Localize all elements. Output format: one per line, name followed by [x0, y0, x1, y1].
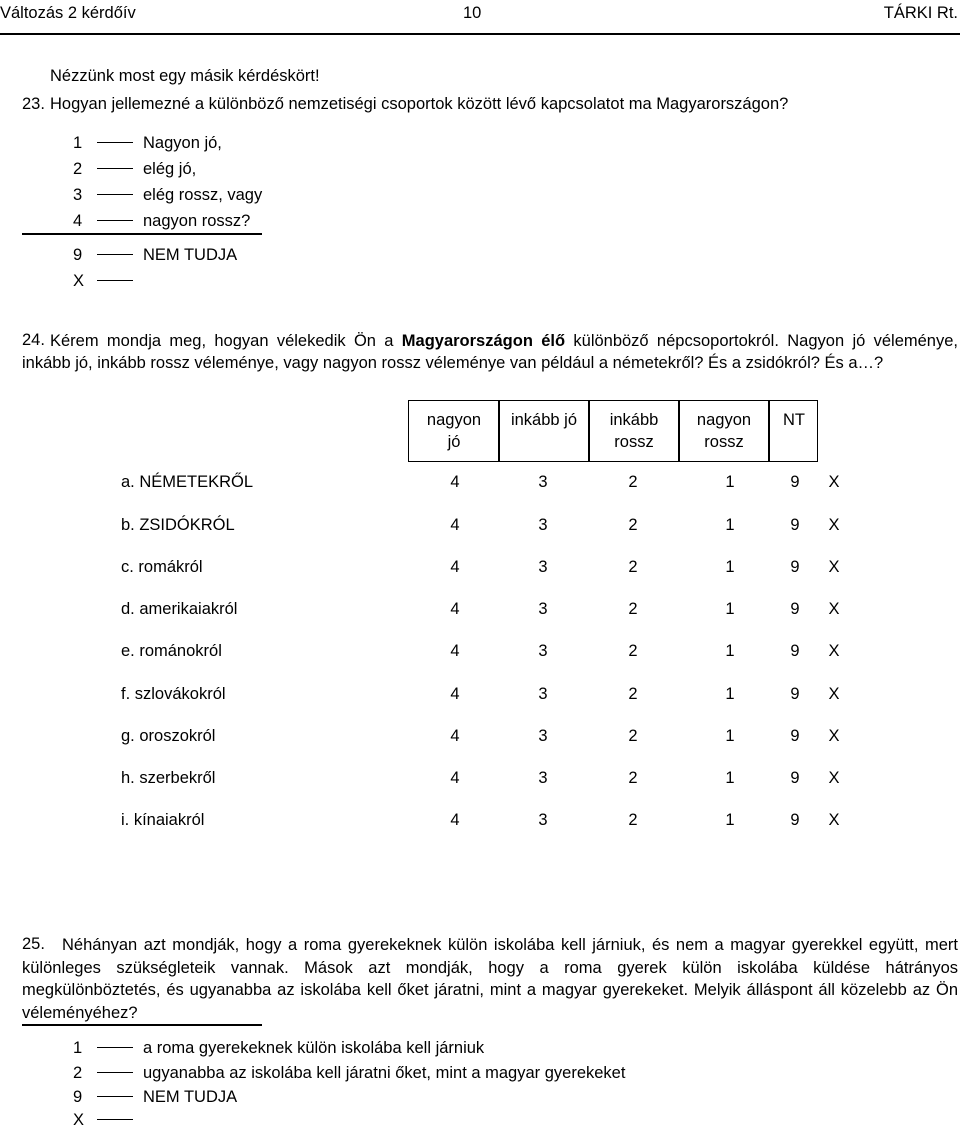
- option-label: ugyanabba az iskolába kell járatni őket, mint a magyar gyerekeket: [143, 1064, 626, 1082]
- cell: 9: [790, 727, 800, 745]
- cell: X: [828, 558, 840, 576]
- option-code: 4: [73, 212, 83, 230]
- header-right: TÁRKI Rt.: [883, 4, 958, 22]
- cell: X: [828, 769, 840, 787]
- q23-number: 23.: [22, 95, 45, 113]
- column-header: [588, 400, 680, 462]
- cell: X: [828, 727, 840, 745]
- option-label: a roma gyerekeknek külön iskolába kell járniuk: [143, 1039, 485, 1057]
- cell: 4: [450, 516, 460, 534]
- cell: 2: [628, 769, 638, 787]
- intro-text: Nézzünk most egy másik kérdéskört!: [50, 67, 320, 85]
- cell: 3: [538, 685, 548, 703]
- row-label: c. romákról: [121, 558, 203, 576]
- header-divider: [0, 33, 960, 35]
- cell: 4: [450, 642, 460, 660]
- column-header-line2: rossz: [704, 433, 744, 451]
- column-header-line2: rossz: [614, 433, 654, 451]
- cell: 2: [628, 811, 638, 829]
- cell: 4: [450, 600, 460, 618]
- column-header-line2: jó: [447, 433, 461, 451]
- option-code: X: [73, 1111, 85, 1129]
- cell: 1: [725, 811, 735, 829]
- cell: 2: [628, 558, 638, 576]
- cell: X: [828, 811, 840, 829]
- column-header: [498, 400, 590, 462]
- cell: 4: [450, 811, 460, 829]
- q24-text-a: Kérem mondja meg, hogyan vélekedik Ön a: [50, 332, 402, 350]
- cell: 1: [725, 558, 735, 576]
- q25-text: Néhányan azt mondják, hogy a roma gyerekeknek külön iskolába kell járniuk, és nem a magyar gyerekkel együtt, mert különleges szükségleteik vannak. Mások azt mondják, hogy a roma gyerek külön iskolába küldése hátrányos megkülönböztetés, és ugyanabba az iskolába kell őket járatni, mint a magyar gyerekeket. Melyik álláspont áll közelebb az Ön véleményéhez?: [22, 936, 958, 1022]
- cell: 1: [725, 600, 735, 618]
- q24-column-headers: [408, 400, 818, 462]
- cell: 1: [725, 516, 735, 534]
- option-code: 1: [73, 1039, 83, 1057]
- cell: 9: [790, 769, 800, 787]
- cell: X: [828, 642, 840, 660]
- dash: [97, 194, 133, 195]
- cell: 4: [450, 558, 460, 576]
- column-header-line1: NT: [783, 411, 805, 429]
- column-header: [408, 400, 500, 462]
- cell: 2: [628, 685, 638, 703]
- column-header: [768, 400, 818, 462]
- column-header: [678, 400, 770, 462]
- dash: [97, 1096, 133, 1097]
- cell: 3: [538, 600, 548, 618]
- option-label: elég rossz, vagy: [143, 186, 263, 204]
- cell: 3: [538, 516, 548, 534]
- q23-option-9: [73, 246, 237, 265]
- q23-text: Hogyan jellemezné a különböző nemzetiségi csoportok között lévő kapcsolatot ma Magyarországon?: [50, 95, 789, 113]
- header-left: Változás 2 kérdőív: [0, 4, 136, 22]
- column-header-line1: inkább: [609, 411, 659, 429]
- q24-text: [22, 330, 958, 374]
- cell: X: [828, 516, 840, 534]
- cell: 9: [790, 600, 800, 618]
- cell: 2: [628, 516, 638, 534]
- cell: 2: [628, 642, 638, 660]
- cell: X: [828, 600, 840, 618]
- dash: [97, 1072, 133, 1073]
- dash: [97, 1119, 133, 1120]
- column-header-line1: inkább jó: [510, 411, 578, 429]
- option-code: 3: [73, 186, 83, 204]
- option-label: elég jó,: [143, 160, 197, 178]
- q25-option-x: [73, 1111, 143, 1130]
- cell: 1: [725, 473, 735, 491]
- row-label: g. oroszokról: [121, 727, 216, 745]
- cell: 4: [450, 727, 460, 745]
- option-code: 1: [73, 134, 83, 152]
- options-divider: [22, 1024, 262, 1026]
- cell: 1: [725, 685, 735, 703]
- cell: 1: [725, 727, 735, 745]
- option-code: 2: [73, 1064, 83, 1082]
- cell: 9: [790, 685, 800, 703]
- q24-text-bold: Magyarországon élő: [401, 332, 566, 350]
- q23-option-1: [73, 134, 222, 153]
- cell: 1: [725, 642, 735, 660]
- row-label: h. szerbekről: [121, 769, 216, 787]
- options-divider: [22, 233, 262, 235]
- cell: 9: [790, 516, 800, 534]
- q23-option-x: [73, 272, 143, 291]
- q23-option-3: [73, 186, 262, 205]
- cell: 3: [538, 769, 548, 787]
- option-label: nagyon rossz?: [143, 212, 251, 230]
- cell: 4: [450, 473, 460, 491]
- q25-number: 25.: [22, 935, 45, 953]
- row-label: a. NÉMETEKRŐL: [121, 473, 254, 491]
- row-label: e. románokról: [121, 642, 222, 660]
- row-label: i. kínaiakról: [121, 811, 205, 829]
- cell: X: [828, 685, 840, 703]
- option-code: 9: [73, 246, 83, 264]
- option-label: Nagyon jó,: [143, 134, 222, 152]
- dash: [97, 142, 133, 143]
- cell: 3: [538, 811, 548, 829]
- cell: 2: [628, 727, 638, 745]
- cell: 2: [628, 473, 638, 491]
- cell: 9: [790, 473, 800, 491]
- option-code: 9: [73, 1088, 83, 1106]
- column-header-line1: nagyon: [426, 411, 482, 429]
- dash: [97, 254, 133, 255]
- option-label: NEM TUDJA: [143, 1088, 238, 1106]
- cell: 3: [538, 558, 548, 576]
- q24-number: 24.: [22, 331, 45, 349]
- cell: 3: [538, 473, 548, 491]
- row-label: b. ZSIDÓKRÓL: [121, 516, 235, 534]
- cell: 2: [628, 600, 638, 618]
- cell: 9: [790, 642, 800, 660]
- column-header-line1: nagyon: [696, 411, 752, 429]
- q25-option-2: [73, 1064, 625, 1083]
- dash: [97, 1047, 133, 1048]
- page-number: 10: [463, 4, 482, 22]
- cell: 4: [450, 685, 460, 703]
- q23-option-2: [73, 160, 196, 179]
- option-code: X: [73, 272, 85, 290]
- option-label: NEM TUDJA: [143, 246, 238, 264]
- dash: [97, 220, 133, 221]
- dash: [97, 280, 133, 281]
- q25-option-1: [73, 1039, 484, 1058]
- q23-option-4: [73, 212, 250, 231]
- q25-option-9: [73, 1088, 237, 1107]
- dash: [97, 168, 133, 169]
- cell: 4: [450, 769, 460, 787]
- cell: 1: [725, 769, 735, 787]
- cell: 3: [538, 727, 548, 745]
- option-code: 2: [73, 160, 83, 178]
- row-label: d. amerikaiakról: [121, 600, 238, 618]
- q24-text-b: különböző népcsoportokról. Nagyon jó véleménye, inkább jó, inkább rossz véleménye, vagy nagyon rossz véleménye van például a németekről? És a zsidókról? És a…?: [22, 332, 958, 372]
- cell: 9: [790, 811, 800, 829]
- cell: X: [828, 473, 840, 491]
- row-label: f. szlovákokról: [121, 685, 226, 703]
- cell: 3: [538, 642, 548, 660]
- cell: 9: [790, 558, 800, 576]
